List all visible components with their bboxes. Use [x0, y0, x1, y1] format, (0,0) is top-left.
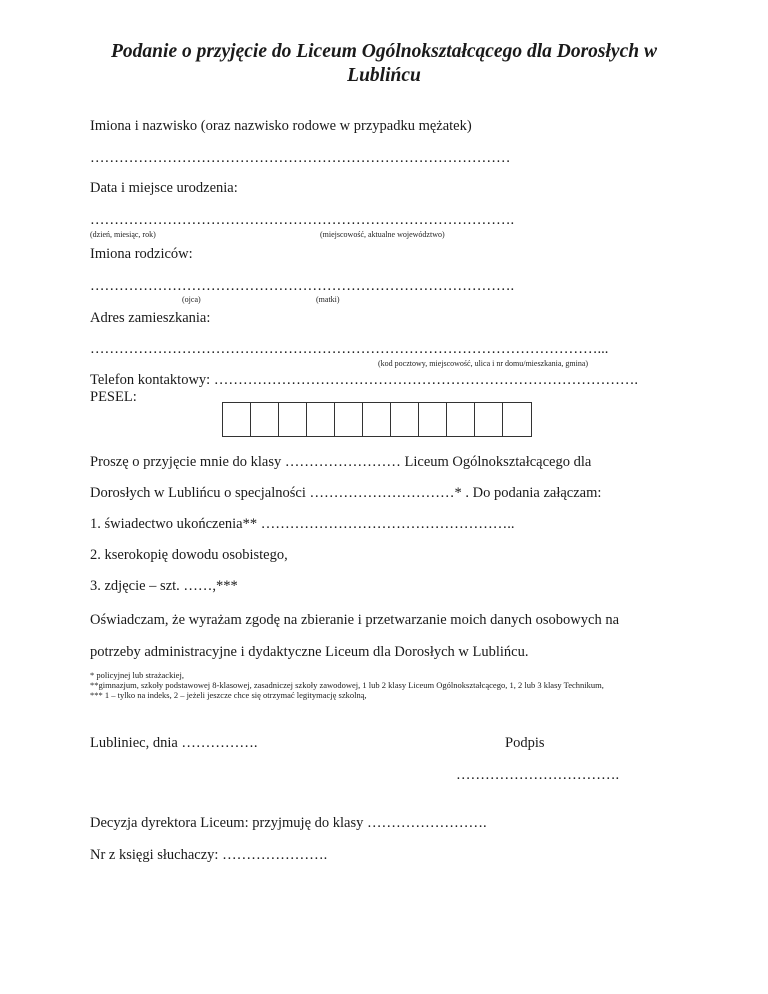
parents-label: Imiona rodziców: — [90, 246, 193, 262]
birth-field[interactable]: ……………………………………………………………………………. — [90, 212, 515, 228]
pesel-cell[interactable] — [223, 403, 251, 436]
request-line1: Proszę o przyjęcie mnie do klasy …………………… Liceum Ogólnokształcącego dla — [90, 454, 592, 470]
pesel-cell[interactable] — [251, 403, 279, 436]
parents-hint-father: (ojca) — [182, 295, 201, 304]
form-title-line1: Podanie o przyjęcie do Liceum Ogólnokształcącego dla Dorosłych w — [111, 41, 657, 62]
consent-line2: potrzeby administracyjne i dydaktyczne Liceum dla Dorosłych w Lublińcu. — [90, 644, 529, 660]
birth-label: Data i miejsce urodzenia: — [90, 180, 238, 196]
pesel-cell[interactable] — [391, 403, 419, 436]
pesel-label: PESEL: — [90, 389, 137, 405]
phone-field[interactable]: Telefon kontaktowy: ……………………………………………………………………………. — [90, 372, 638, 388]
request-line2: Dorosłych w Lublińcu o specjalności …………………………* . Do podania załączam: — [90, 485, 602, 501]
attachment-item-1: 1. świadectwo ukończenia** …………………………………………….. — [90, 516, 515, 532]
attachment-item-3: 3. zdjęcie – szt. ……,*** — [90, 578, 238, 594]
signature-field[interactable]: ……………………………. — [456, 767, 620, 783]
pesel-cell[interactable] — [279, 403, 307, 436]
address-field[interactable]: ……………………………………………………………………………………………... — [90, 341, 609, 357]
pesel-cell[interactable] — [475, 403, 503, 436]
decision-line1: Decyzja dyrektora Liceum: przyjmuję do klasy ……………………. — [90, 815, 487, 831]
parents-field[interactable]: ……………………………………………………………………………. — [90, 278, 515, 294]
address-label: Adres zamieszkania: — [90, 310, 211, 326]
parents-hint-mother: (matki) — [316, 295, 340, 304]
attachment-item-2: 2. kserokopię dowodu osobistego, — [90, 547, 288, 563]
pesel-cell[interactable] — [447, 403, 475, 436]
footnote-3: *** 1 – tylko na indeks, 2 – jeżeli jeszcze chce się otrzymać legitymację szkolną, — [90, 690, 367, 700]
address-hint: (kod pocztowy, miejscowość, ulica i nr domu/mieszkania, gmina) — [378, 359, 589, 368]
pesel-cell[interactable] — [335, 403, 363, 436]
form-title-line2: Lublińcu — [347, 65, 421, 86]
consent-line1: Oświadczam, że wyrażam zgodę na zbieranie i przetwarzanie moich danych osobowych na — [90, 612, 620, 628]
name-label: Imiona i nazwisko (oraz nazwisko rodowe w przypadku mężatek) — [90, 118, 472, 134]
place-date: Lubliniec, dnia ……………. — [90, 735, 258, 751]
pesel-cell[interactable] — [419, 403, 447, 436]
pesel-cell[interactable] — [363, 403, 391, 436]
footnote-1: * policyjnej lub strażackiej, — [90, 670, 184, 680]
footnote-2: **gimnazjum, szkoły podstawowej 8-klasowej, zasadniczej szkoły zawodowej, 1 lub 2 klasy Liceum Ogólnokształcącego, 1, 2 lub 3 klasy Technikum, — [90, 680, 604, 690]
decision-line2: Nr z księgi słuchaczy: …………………. — [90, 847, 328, 863]
pesel-cell[interactable] — [307, 403, 335, 436]
birth-hint-date: (dzień, miesiąc, rok) — [90, 230, 156, 239]
name-field[interactable]: …………………………………………………………………………… — [90, 150, 511, 166]
signature-label: Podpis — [505, 735, 545, 751]
pesel-cell[interactable] — [503, 403, 531, 436]
pesel-grid[interactable] — [222, 402, 532, 437]
birth-hint-place: (miejscowość, aktualne województwo) — [320, 230, 445, 239]
